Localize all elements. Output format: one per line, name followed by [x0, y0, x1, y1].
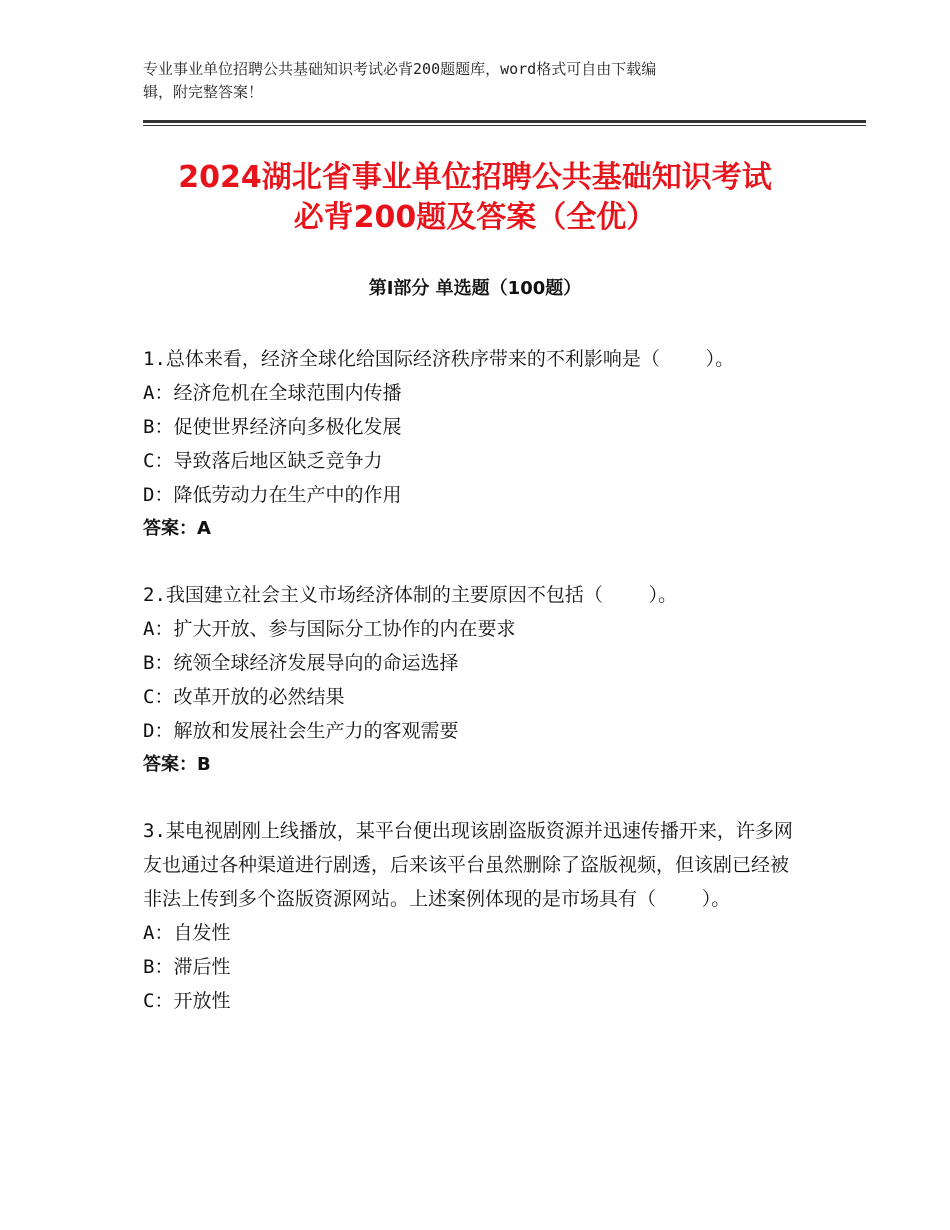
option-a: A：经济危机在全球范围内传播: [143, 382, 402, 404]
question-text: 2.我国建立社会主义市场经济体制的主要原因不包括（ ）。: [143, 584, 678, 606]
question-text: 1.总体来看，经济全球化给国际经济秩序带来的不利影响是（ ）。: [143, 348, 735, 370]
answer: 答案：A: [143, 518, 211, 539]
option-c: C：改革开放的必然结果: [143, 686, 345, 708]
question-2: [143, 578, 803, 782]
option-c: C：导致落后地区缺乏竞争力: [143, 450, 383, 472]
option-d: D：解放和发展社会生产力的客观需要: [143, 720, 459, 742]
document-title-line-2: 必背200题及答案（全优）: [293, 200, 657, 235]
option-a: A：扩大开放、参与国际分工协作的内在要求: [143, 618, 516, 640]
question-1: [143, 342, 803, 546]
document-title: [100, 158, 850, 238]
option-c: C：开放性: [143, 990, 231, 1012]
option-d: D：降低劳动力在生产中的作用: [143, 484, 402, 506]
answer: 答案：B: [143, 754, 211, 775]
option-a: A：自发性: [143, 922, 231, 944]
question-3: [143, 814, 803, 1018]
option-b: B：促使世界经济向多极化发展: [143, 416, 402, 438]
option-b: B：滞后性: [143, 956, 231, 978]
document-title-line-1: 2024湖北省事业单位招聘公共基础知识考试: [178, 160, 772, 195]
section-title: 第Ⅰ部分 单选题（100题）: [368, 278, 582, 299]
header-divider-thin: [143, 125, 866, 126]
question-list: [143, 342, 803, 1050]
header-note: 专业事业单位招聘公共基础知识考试必背200题题库，word格式可自由下载编 辑，附完整答案！: [143, 60, 657, 101]
header-divider-thick: [143, 120, 866, 123]
option-b: B：统领全球经济发展导向的命运选择: [143, 652, 459, 674]
question-text: 3.某电视剧刚上线播放，某平台便出现该剧盗版资源并迅速传播开来，许多网友也通过各种渠道进行剧透，后来该平台虽然删除了盗版视频，但该剧已经被非法上传到多个盗版资源网站。上述案例体现的是市场具有（ ）。: [143, 820, 793, 910]
